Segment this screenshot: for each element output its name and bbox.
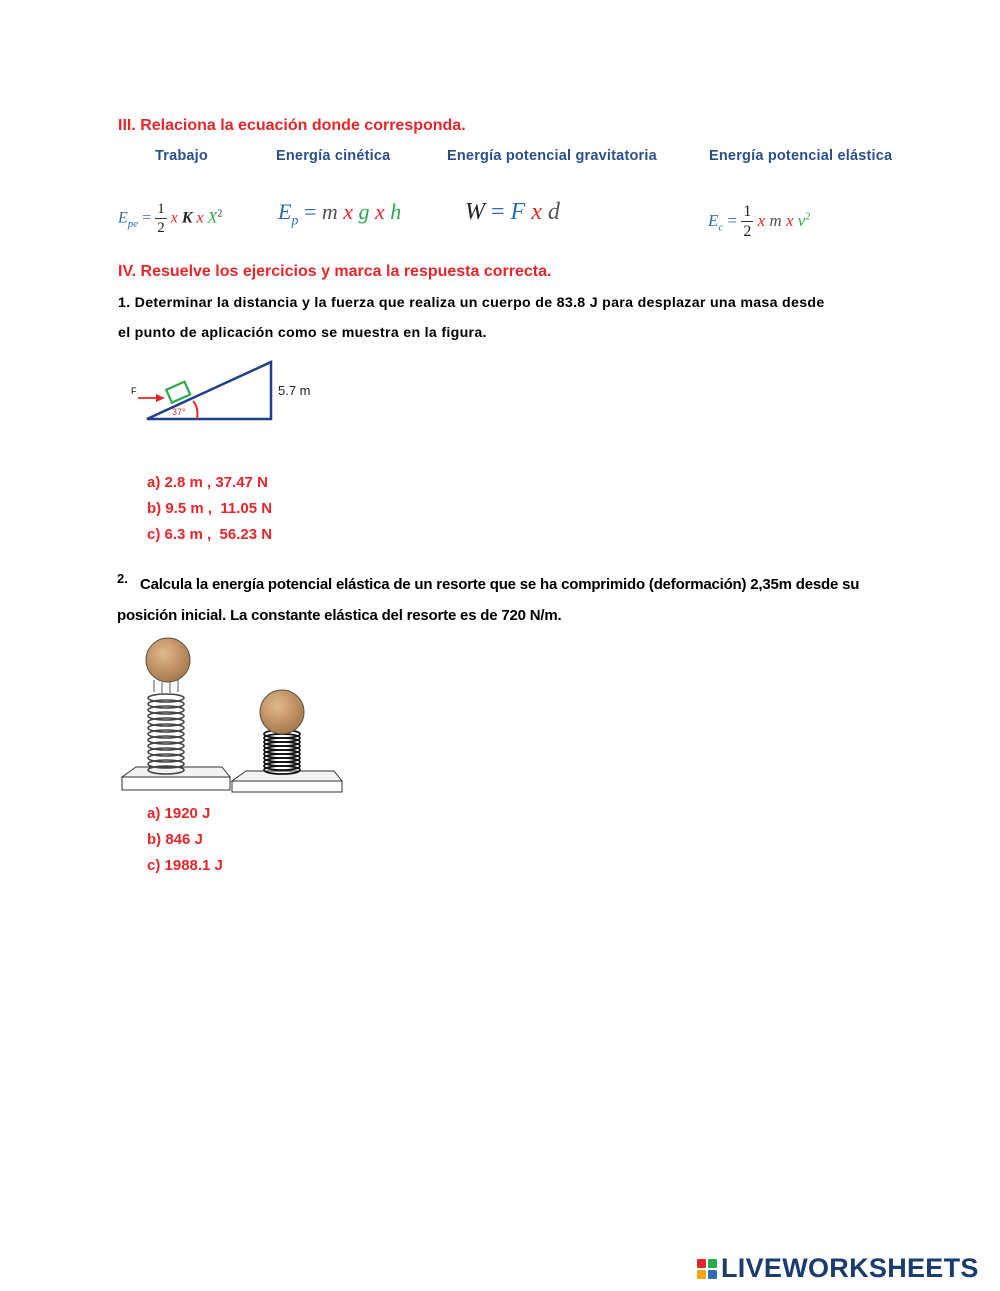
left-spring bbox=[148, 694, 184, 774]
force-label: F bbox=[131, 386, 137, 396]
category-trabajo: Trabajo bbox=[155, 148, 208, 164]
category-energia-cinetica: Energía cinética bbox=[276, 148, 391, 164]
q2-option-c[interactable]: c) 1988.1 J bbox=[147, 857, 223, 874]
right-spring-compressed bbox=[264, 730, 300, 774]
question-2-number: 2. bbox=[117, 571, 128, 586]
section-3-title: III. Relaciona la ecuación donde corresponda. bbox=[118, 117, 466, 134]
question-1-line-2: el punto de aplicación como se muestra en la figura. bbox=[118, 325, 487, 341]
q1-option-c[interactable]: c) 6.3 m , 56.23 N bbox=[147, 526, 273, 543]
equation-kinetic-energy[interactable]: $E_c$ = $\frac{1}{2}$ x m x $v^2$ bbox=[708, 203, 811, 240]
question-1-line-1: 1. Determinar la distancia y la fuerza que realiza un cuerpo de 83.8 J para desplazar una masa desde bbox=[118, 295, 825, 311]
left-spring-base bbox=[122, 767, 230, 790]
springs-figure bbox=[118, 636, 348, 796]
height-label: 5.7 m bbox=[278, 383, 311, 398]
angle-label: 37° bbox=[172, 407, 186, 417]
question-2-line-2: posición inicial. La constante elástica del resorte es de 720 N/m. bbox=[117, 607, 562, 624]
liveworksheets-logo bbox=[697, 1253, 979, 1284]
left-ball bbox=[146, 638, 190, 682]
inclined-plane-figure bbox=[125, 358, 325, 428]
equation-gravitational-energy[interactable]: $E_p = m$ x g x h bbox=[278, 199, 402, 229]
question-2-line-1: Calcula la energía potencial elástica de un resorte que se ha comprimido (deformación) 2,35m desde su bbox=[140, 576, 860, 593]
angle-arc bbox=[193, 401, 198, 419]
equation-elastic-energy[interactable]: $E_{pe}$ = $\frac{1}{2}$ x K x $X^2$ bbox=[118, 201, 223, 236]
section-4-title: IV. Resuelve los ejercicios y marca la respuesta correcta. bbox=[118, 263, 552, 280]
q2-option-a[interactable]: a) 1920 J bbox=[147, 805, 211, 822]
category-energia-potencial-elastica: Energía potencial elástica bbox=[709, 148, 893, 164]
logo-text: LIVEWORKSHEETS bbox=[721, 1253, 979, 1283]
question-1-options bbox=[147, 470, 272, 548]
logo-mark-icon bbox=[697, 1259, 717, 1279]
right-ball bbox=[260, 690, 304, 734]
question-1-text bbox=[118, 288, 913, 348]
equation-work[interactable]: W = F x d bbox=[465, 199, 560, 225]
q2-option-b[interactable]: b) 846 J bbox=[147, 831, 203, 848]
force-arrow-head bbox=[156, 394, 165, 402]
q1-option-a[interactable]: a) 2.8 m , 37.47 N bbox=[147, 474, 268, 491]
category-energia-potencial-gravitatoria: Energía potencial gravitatoria bbox=[447, 148, 657, 164]
question-2-options bbox=[147, 801, 223, 879]
q1-option-b[interactable]: b) 9.5 m , 11.05 N bbox=[147, 500, 273, 517]
